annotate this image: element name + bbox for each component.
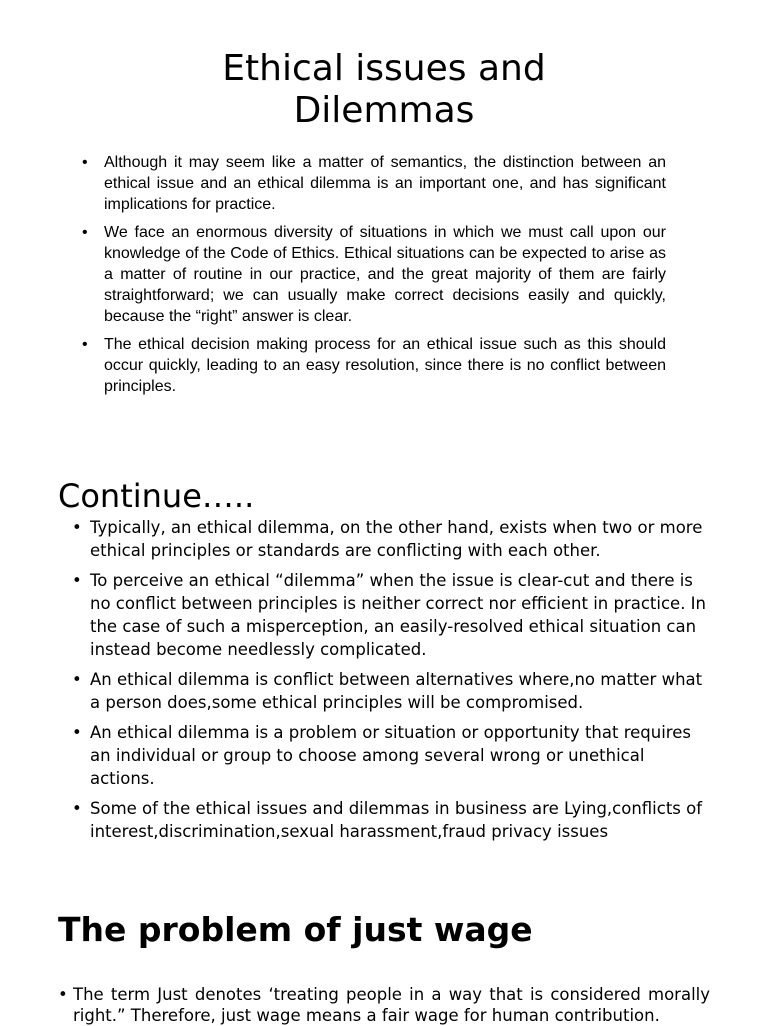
slide-title [0,48,768,132]
bullet-list [70,516,710,850]
bullet-item: • We face an enormous diversity of situations in which we must call upon our knowledge of the Code of Ethics. Ethical situations can be expected to arise as a matter of routine in our practice, and the great majority of them are fairly straightforward; we can usually make correct decisions easily and quickly, because the “right” answer is clear. [82,222,666,327]
bullet-list [82,152,666,404]
slide-title: The problem of just wage [58,910,533,949]
slide-title: Continue….. [58,477,255,515]
slide-ethical-issues [0,0,768,440]
bullet-item: • The term Just denotes ‘treating people in a way that is considered morally right.” Therefore, just wage means a fair wage for human contribution. [58,984,710,1026]
bullet-item: • An ethical dilemma is a problem or situation or opportunity that requires an individual or group to choose among several wrong or unethical actions. [70,721,710,790]
title-line-2: Dilemmas [293,90,475,131]
slide-continue [0,470,768,850]
bullet-item: • Some of the ethical issues and dilemmas in business are Lying,conflicts of interest,discrimination,sexual harassment,fraud privacy issues [70,797,710,843]
bullet-item: • To perceive an ethical “dilemma” when the issue is clear-cut and there is no conflict between principles is neither correct nor efficient in practice. In the case of such a misperception, an easily-resolved ethical situation can instead become needlessly complicated. [70,569,710,661]
bullet-item: • Although it may seem like a matter of semantics, the distinction between an ethical issue and an ethical dilemma is an important one, and has significant implications for practice. [82,152,666,215]
bullet-list [58,984,710,1026]
bullet-item: • Typically, an ethical dilemma, on the other hand, exists when two or more ethical principles or standards are conflicting with each other. [70,516,710,562]
bullet-item: • The ethical decision making process for an ethical issue such as this should occur quickly, leading to an easy resolution, since there is no conflict between principles. [82,334,666,397]
bullet-item: • An ethical dilemma is conflict between alternatives where,no matter what a person does,some ethical principles will be compromised. [70,668,710,714]
slide-just-wage [0,900,768,1024]
title-line-1: Ethical issues and [222,48,546,89]
